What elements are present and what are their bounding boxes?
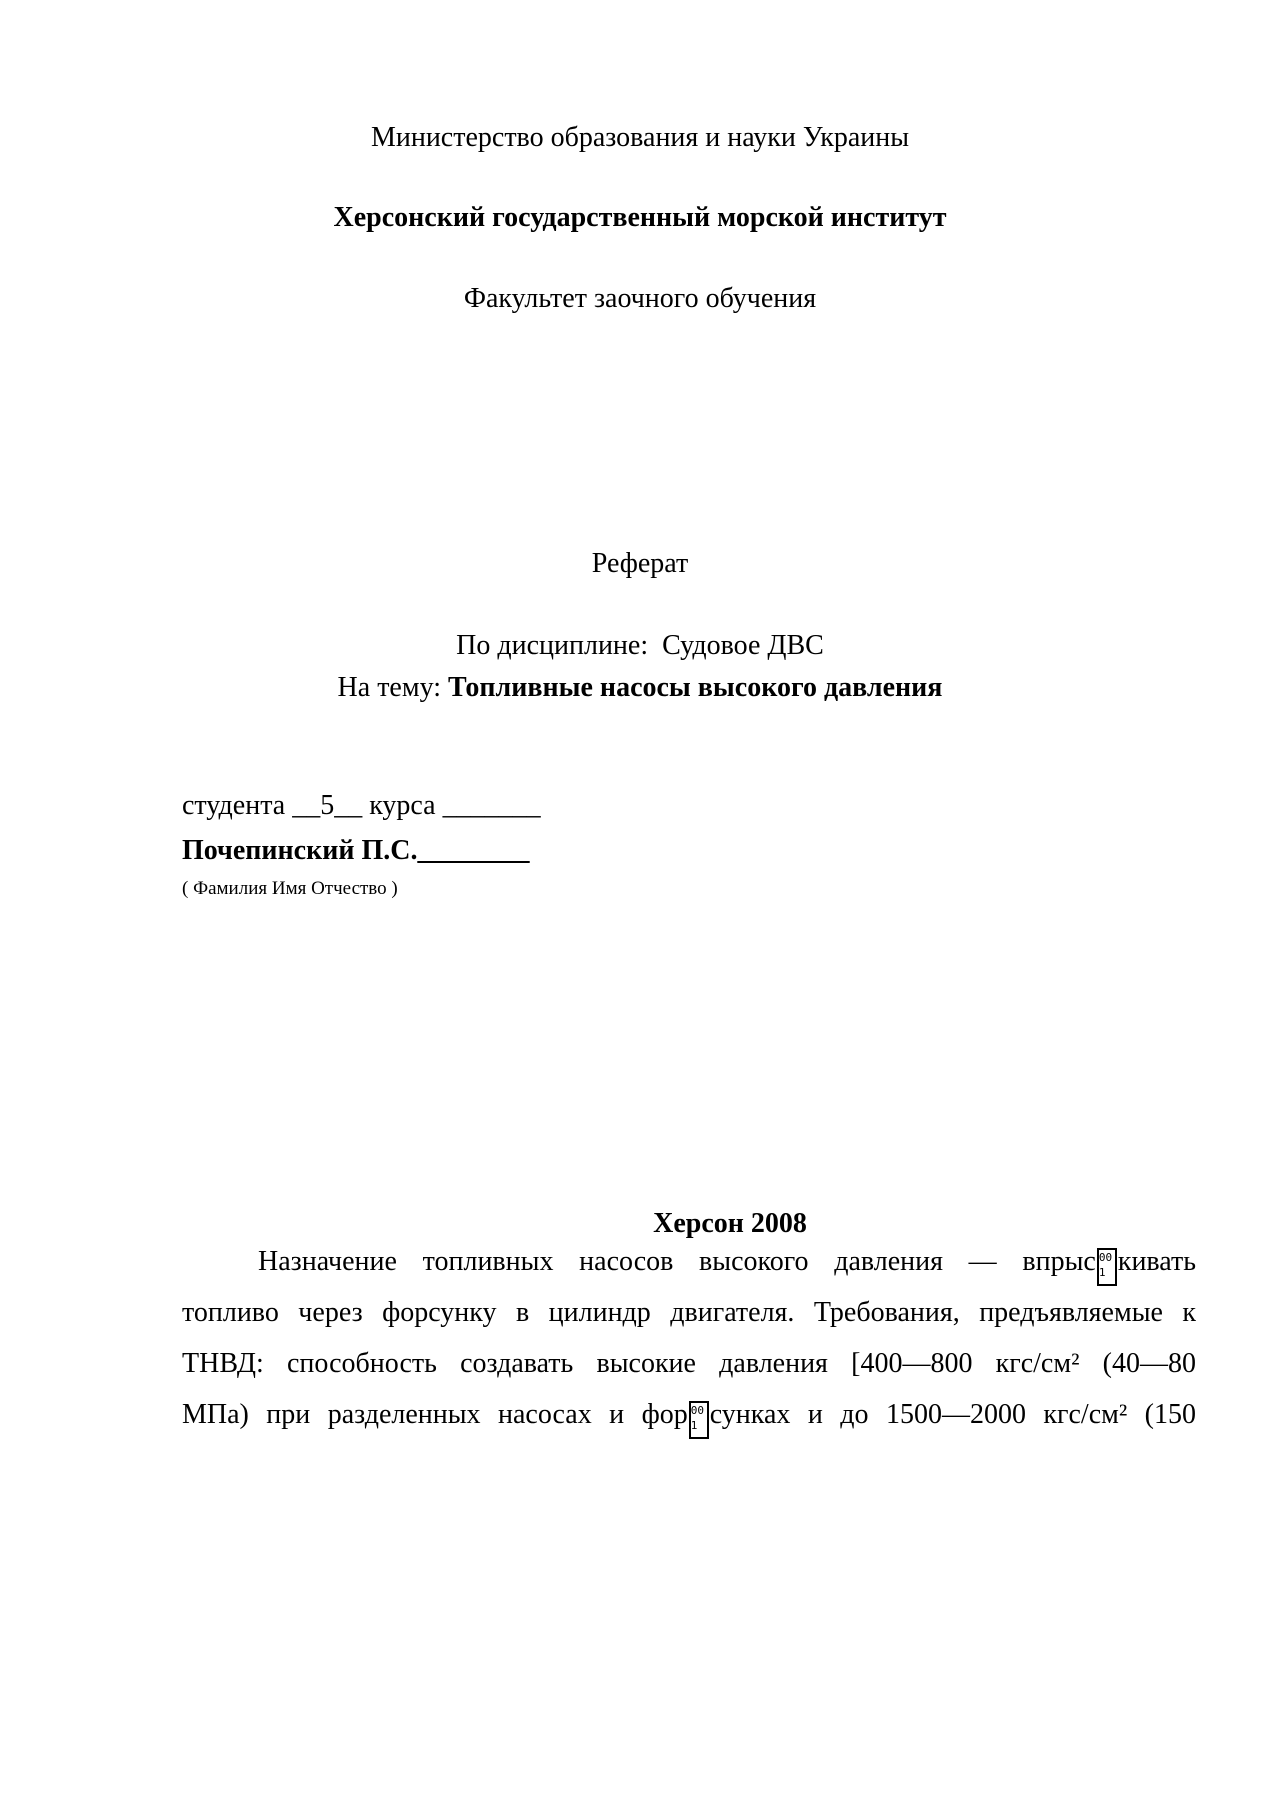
topic-line — [0, 670, 1280, 706]
institute-name: Херсонский государственный морской институт — [333, 202, 947, 233]
document-type: Реферат — [591, 548, 689, 579]
topic-value: Топливные насосы высокого давления — [448, 672, 943, 703]
body-paragraph — [182, 1236, 1196, 1440]
body-text-fragment: Назначение топливных насосов высокого давления — впрыс — [258, 1246, 1096, 1277]
discipline-label: По дисциплине: — [456, 630, 649, 661]
body-text-fragment: кивать — [1117, 1246, 1196, 1277]
student-course-line: студента __5__ курса _______ — [182, 790, 541, 821]
body-text-fragment: сунках и до 1500—2000 кгс/см² (150 — [709, 1399, 1196, 1430]
topic-label: На тему: — [337, 672, 441, 703]
body-line-1 — [182, 1236, 1196, 1287]
glyph-code-bottom: 1 — [1098, 1266, 1106, 1279]
faculty-name: Факультет заочного обучения — [463, 283, 817, 314]
glyph-code-bottom: 1 — [690, 1419, 698, 1432]
body-line-4 — [182, 1389, 1196, 1440]
body-line-2: топливо через форсунку в цилиндр двигателя. Требования, предъявляемые к — [182, 1297, 1196, 1328]
glyph-code-top: 00 — [690, 1404, 704, 1417]
missing-glyph-icon — [1097, 1248, 1117, 1286]
discipline-line — [0, 628, 1280, 664]
student-name: Почепинский П.С.________ — [182, 835, 530, 866]
missing-glyph-icon — [689, 1401, 709, 1439]
body-text-fragment: МПа) при разделенных насосах и фор — [182, 1399, 688, 1430]
ministry-name: Министерство образования и науки Украины — [370, 122, 910, 153]
discipline-value: Судовое ДВС — [662, 630, 824, 661]
student-name-hint: ( Фамилия Имя Отчество ) — [182, 878, 398, 899]
city-year: Херсон 2008 — [653, 1208, 807, 1239]
body-line-3: ТНВД: способность создавать высокие давления [400—800 кгс/см² (40—80 — [182, 1348, 1196, 1379]
glyph-code-top: 00 — [1098, 1251, 1113, 1264]
